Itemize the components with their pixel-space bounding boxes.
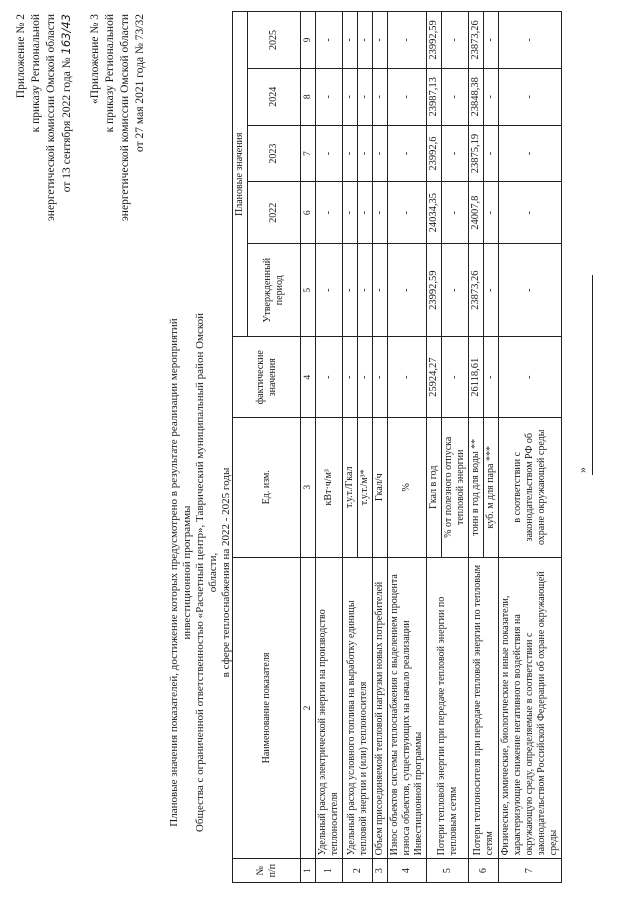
column-index-row	[301, 12, 316, 883]
table-header-row	[233, 12, 248, 883]
row-2022: -	[358, 182, 373, 244]
row-approved: 23992,59	[427, 243, 442, 336]
row-actual: -	[316, 337, 343, 417]
row-actual: -	[442, 337, 469, 417]
appendix-3-commission: энергетической комиссии Омской области	[119, 14, 131, 222]
row-num: 1	[316, 859, 343, 883]
row-2023: -	[358, 125, 373, 182]
closing-quote-mark: »	[575, 467, 589, 473]
col-index: 9	[301, 12, 316, 69]
row-num: 5	[427, 859, 469, 883]
row-unit: куб. м для пара ***	[484, 417, 499, 557]
row-2024: -	[388, 68, 427, 125]
row-2025: 23873,26	[469, 12, 484, 69]
appendix-2-handwritten-number: 163/43	[59, 14, 73, 55]
row-name: Потери тепловой энергии при передаче тепловой энергии по тепловым сетям	[427, 557, 469, 859]
appendix-2-header	[14, 14, 75, 221]
row-unit: тонн в год для воды **	[469, 417, 484, 557]
row-2022: -	[373, 182, 388, 244]
row-approved: -	[499, 243, 562, 336]
row-2023: -	[373, 125, 388, 182]
row-approved: -	[484, 243, 499, 336]
row-2024: -	[442, 68, 469, 125]
row-2022: 24007,8	[469, 182, 484, 244]
row-name: Объем присоединяемой тепловой нагрузки новых потребителей	[373, 557, 388, 859]
col-index: 1	[301, 859, 316, 883]
row-2025: -	[373, 12, 388, 69]
row-2023: 23992,6	[427, 125, 442, 182]
table-row	[469, 12, 484, 883]
signature-line	[592, 275, 593, 475]
row-2023: -	[388, 125, 427, 182]
row-2023: -	[343, 125, 358, 182]
row-2022: 24034,35	[427, 182, 442, 244]
row-2025: -	[484, 12, 499, 69]
appendix-3-date: от 27 мая 2021 года № 73/32	[134, 14, 146, 152]
row-actual: -	[358, 337, 373, 417]
table-row	[373, 12, 388, 883]
row-approved: -	[316, 243, 343, 336]
row-num: 4	[388, 859, 427, 883]
appendix-2-commission: энергетической комиссии Омской области	[45, 14, 57, 222]
row-2022: -	[442, 182, 469, 244]
row-unit: т.у.т./м³*	[358, 417, 373, 557]
row-2025: -	[358, 12, 373, 69]
row-2022: -	[343, 182, 358, 244]
row-2023: -	[499, 125, 562, 182]
row-2022: -	[499, 182, 562, 244]
row-num: 3	[373, 859, 388, 883]
row-2022: -	[484, 182, 499, 244]
appendix-2-date-prefix: от 13 сентября 2022 года №	[61, 57, 73, 193]
row-2024: -	[484, 68, 499, 125]
row-2025: -	[343, 12, 358, 69]
row-2024: -	[373, 68, 388, 125]
row-2022: -	[316, 182, 343, 244]
table-row	[427, 12, 442, 883]
appendix-3-order: к приказу Региональной	[104, 14, 116, 133]
row-2024: -	[499, 68, 562, 125]
row-unit: %	[388, 417, 427, 557]
appendix-2-date	[59, 14, 75, 221]
appendix-2-title: Приложение № 2	[15, 14, 27, 99]
header-name: Наименование показателя	[233, 557, 301, 859]
row-approved: -	[373, 243, 388, 336]
row-num: 6	[469, 859, 499, 883]
row-actual: -	[484, 337, 499, 417]
row-2025: -	[316, 12, 343, 69]
row-unit: % от полезного отпуска тепловой энергии	[442, 417, 469, 557]
row-2024: -	[358, 68, 373, 125]
row-actual: -	[373, 337, 388, 417]
header-unit: Ед. изм.	[233, 417, 301, 557]
title-line-2: Общества с ограниченной ответственностью «Расчетный центр», Таврический муниципальный район Омской области,	[194, 312, 219, 833]
appendix-2-order: к приказу Региональной	[30, 14, 42, 133]
document-title	[168, 300, 233, 845]
row-name: Износ объектов системы теплоснабжения с выделением процента износа объектов, существующих на начало реализации Инвестиционной программы	[388, 557, 427, 859]
header-actual: фактические значения	[233, 337, 301, 417]
header-approved-period: Утвержденный период	[248, 243, 301, 336]
row-unit: т.у.т./Гкал	[343, 417, 358, 557]
row-approved: -	[388, 243, 427, 336]
row-approved: -	[343, 243, 358, 336]
row-2025: -	[388, 12, 427, 69]
indicators-table	[232, 11, 562, 883]
row-2024: 23848,38	[469, 68, 484, 125]
row-actual: -	[388, 337, 427, 417]
table-row	[343, 12, 358, 883]
col-index: 5	[301, 243, 316, 336]
row-actual: 26118,61	[469, 337, 484, 417]
appendix-3-header	[88, 14, 148, 221]
row-unit: в соответствии с законодательством РФ об охране окружающей среды	[499, 417, 562, 557]
header-planned-group: Плановые значения	[233, 12, 248, 337]
row-num: 7	[499, 859, 562, 883]
row-2025: 23992,59	[427, 12, 442, 69]
col-index: 2	[301, 557, 316, 859]
row-unit: Гкал в год	[427, 417, 442, 557]
row-2023: -	[484, 125, 499, 182]
title-line-1: Плановые значения показателей, достижение которых предусмотрено в результате реализации мероприятий инвестиционной программы	[168, 318, 193, 827]
row-approved: 23873,26	[469, 243, 484, 336]
col-index: 6	[301, 182, 316, 244]
row-2024: -	[316, 68, 343, 125]
row-approved: -	[442, 243, 469, 336]
row-2024: 23987,13	[427, 68, 442, 125]
title-line-3: в сфере теплоснабжения на 2022 - 2025 годы	[220, 467, 232, 678]
table-row	[316, 12, 343, 883]
row-name: Физические, химические, биологические и иные показатели, характеризующие снижение негативного воздействия на окружающую среду, определяемые в соответствии с законодательством Российской Федерации об охране окружающей среды	[499, 557, 562, 859]
header-year-2022: 2022	[248, 182, 301, 244]
table-row	[388, 12, 427, 883]
header-year-2023: 2023	[248, 125, 301, 182]
row-name: Удельный расход условного топлива на выработку единицы тепловой энергии и (или) теплоносителя	[343, 557, 373, 859]
col-index: 4	[301, 337, 316, 417]
row-2024: -	[343, 68, 358, 125]
row-2023: -	[442, 125, 469, 182]
header-num: № п/п	[233, 859, 301, 883]
row-2025: -	[442, 12, 469, 69]
row-name: Удельный расход электрической энергии на производство теплоносителя	[316, 557, 343, 859]
header-year-2025: 2025	[248, 12, 301, 69]
row-actual: -	[499, 337, 562, 417]
row-actual: -	[343, 337, 358, 417]
row-2023: -	[316, 125, 343, 182]
row-num: 2	[343, 859, 373, 883]
row-actual: 25924,27	[427, 337, 442, 417]
row-unit: Гкал/ч	[373, 417, 388, 557]
row-2022: -	[388, 182, 427, 244]
col-index: 8	[301, 68, 316, 125]
row-2023: 23875,19	[469, 125, 484, 182]
col-index: 3	[301, 417, 316, 557]
row-unit: кВт·ч/м³	[316, 417, 343, 557]
row-name: Потери теплоносителя при передаче тепловой энергии по тепловым сетям	[469, 557, 499, 859]
col-index: 7	[301, 125, 316, 182]
table-row	[499, 12, 562, 883]
row-approved: -	[358, 243, 373, 336]
row-2025: -	[499, 12, 562, 69]
header-year-2024: 2024	[248, 68, 301, 125]
appendix-3-title: «Приложение № 3	[89, 14, 101, 104]
